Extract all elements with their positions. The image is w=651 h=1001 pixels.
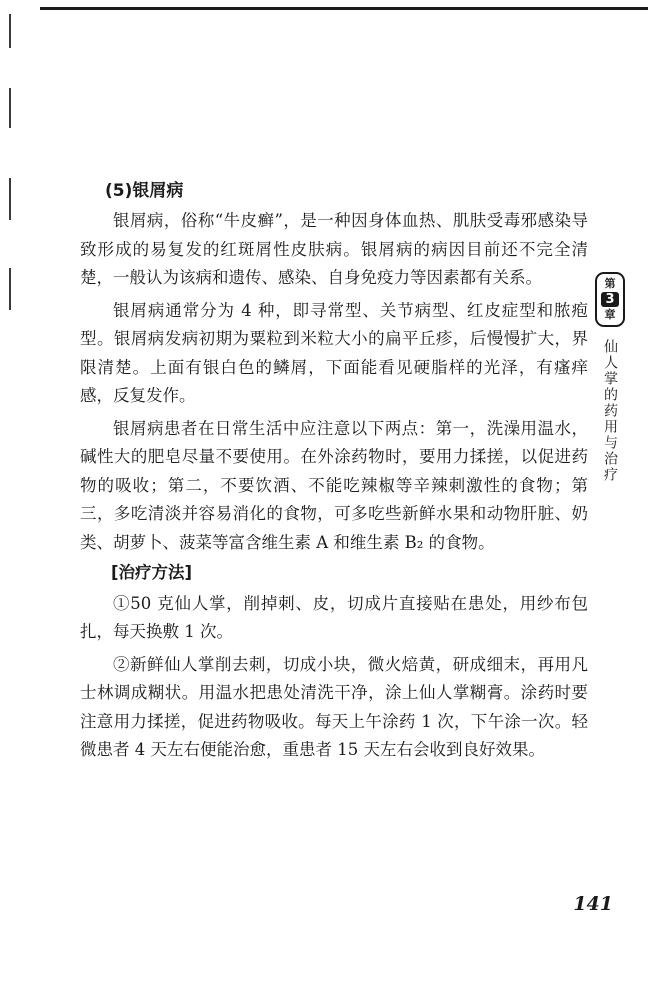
chapter-number: 3 <box>601 292 619 307</box>
page-number: 141 <box>573 893 613 915</box>
treatment-item: ②新鲜仙人掌削去刺，切成小块，微火焙黄，研成细末，再用凡士林调成糊状。用温水把患处清洗干净，涂上仙人掌糊膏。涂药时要注意用力揉搓，促进药物吸收。每天上午涂药 1 次，下午涂一次。轻微患者 4 天左右便能治愈，重患者 15 天左右会收到良好效果。 <box>80 654 588 759</box>
chapter-badge <box>595 272 625 327</box>
binding-mark <box>9 14 11 48</box>
binding-mark <box>9 178 11 220</box>
paragraph-care: 银屑病患者在日常生活中应注意以下两点：第一，洗澡用温水，碱性大的肥皂尽量不要使用。在外涂药物时，要用力揉搓，以促进药物的吸收；第二，不要饮酒、不能吃辣椒等辛辣刺激性的食物；第三，多吃清淡并容易消化的食物，可多吃些新鲜水果和动物肝脏、奶类、胡萝卜、菠菜等富含维生素 A 和维生素 B₂ 的食物。 <box>80 418 588 552</box>
chapter-title: 仙人掌的药用与治疗 <box>602 339 618 483</box>
top-rule <box>40 7 648 10</box>
paragraph-definition: 银屑病，俗称“牛皮癣”，是一种因身体血热、肌肤受毒邪感染导致形成的易复发的红斑屑性皮肤病。银屑病的病因目前还不完全清楚，一般认为该病和遗传、感染、自身免疫力等因素都有关系。 <box>80 211 588 287</box>
binding-mark <box>9 88 11 128</box>
treatment-item: ①50 克仙人掌，削掉刺、皮，切成片直接贴在患处，用纱布包扎，每天换敷 1 次。 <box>80 593 588 641</box>
binding-mark <box>9 268 11 310</box>
chapter-suffix: 章 <box>604 308 616 321</box>
chapter-prefix: 第 <box>604 277 616 290</box>
section-heading: (5)银屑病 <box>105 181 184 201</box>
page-body <box>80 178 588 765</box>
paragraph-types: 银屑病通常分为 4 种，即寻常型、关节病型、红皮症型和脓疱型。银屑病发病初期为粟粒到米粒大小的扁平丘疹，后慢慢扩大，界限清楚。上面有银白色的鳞屑，下面能看见硬脂样的光泽，有瘙痒感，反复发作。 <box>80 300 588 405</box>
chapter-side-label <box>592 272 628 483</box>
treatment-heading: [治疗方法] <box>111 563 193 582</box>
